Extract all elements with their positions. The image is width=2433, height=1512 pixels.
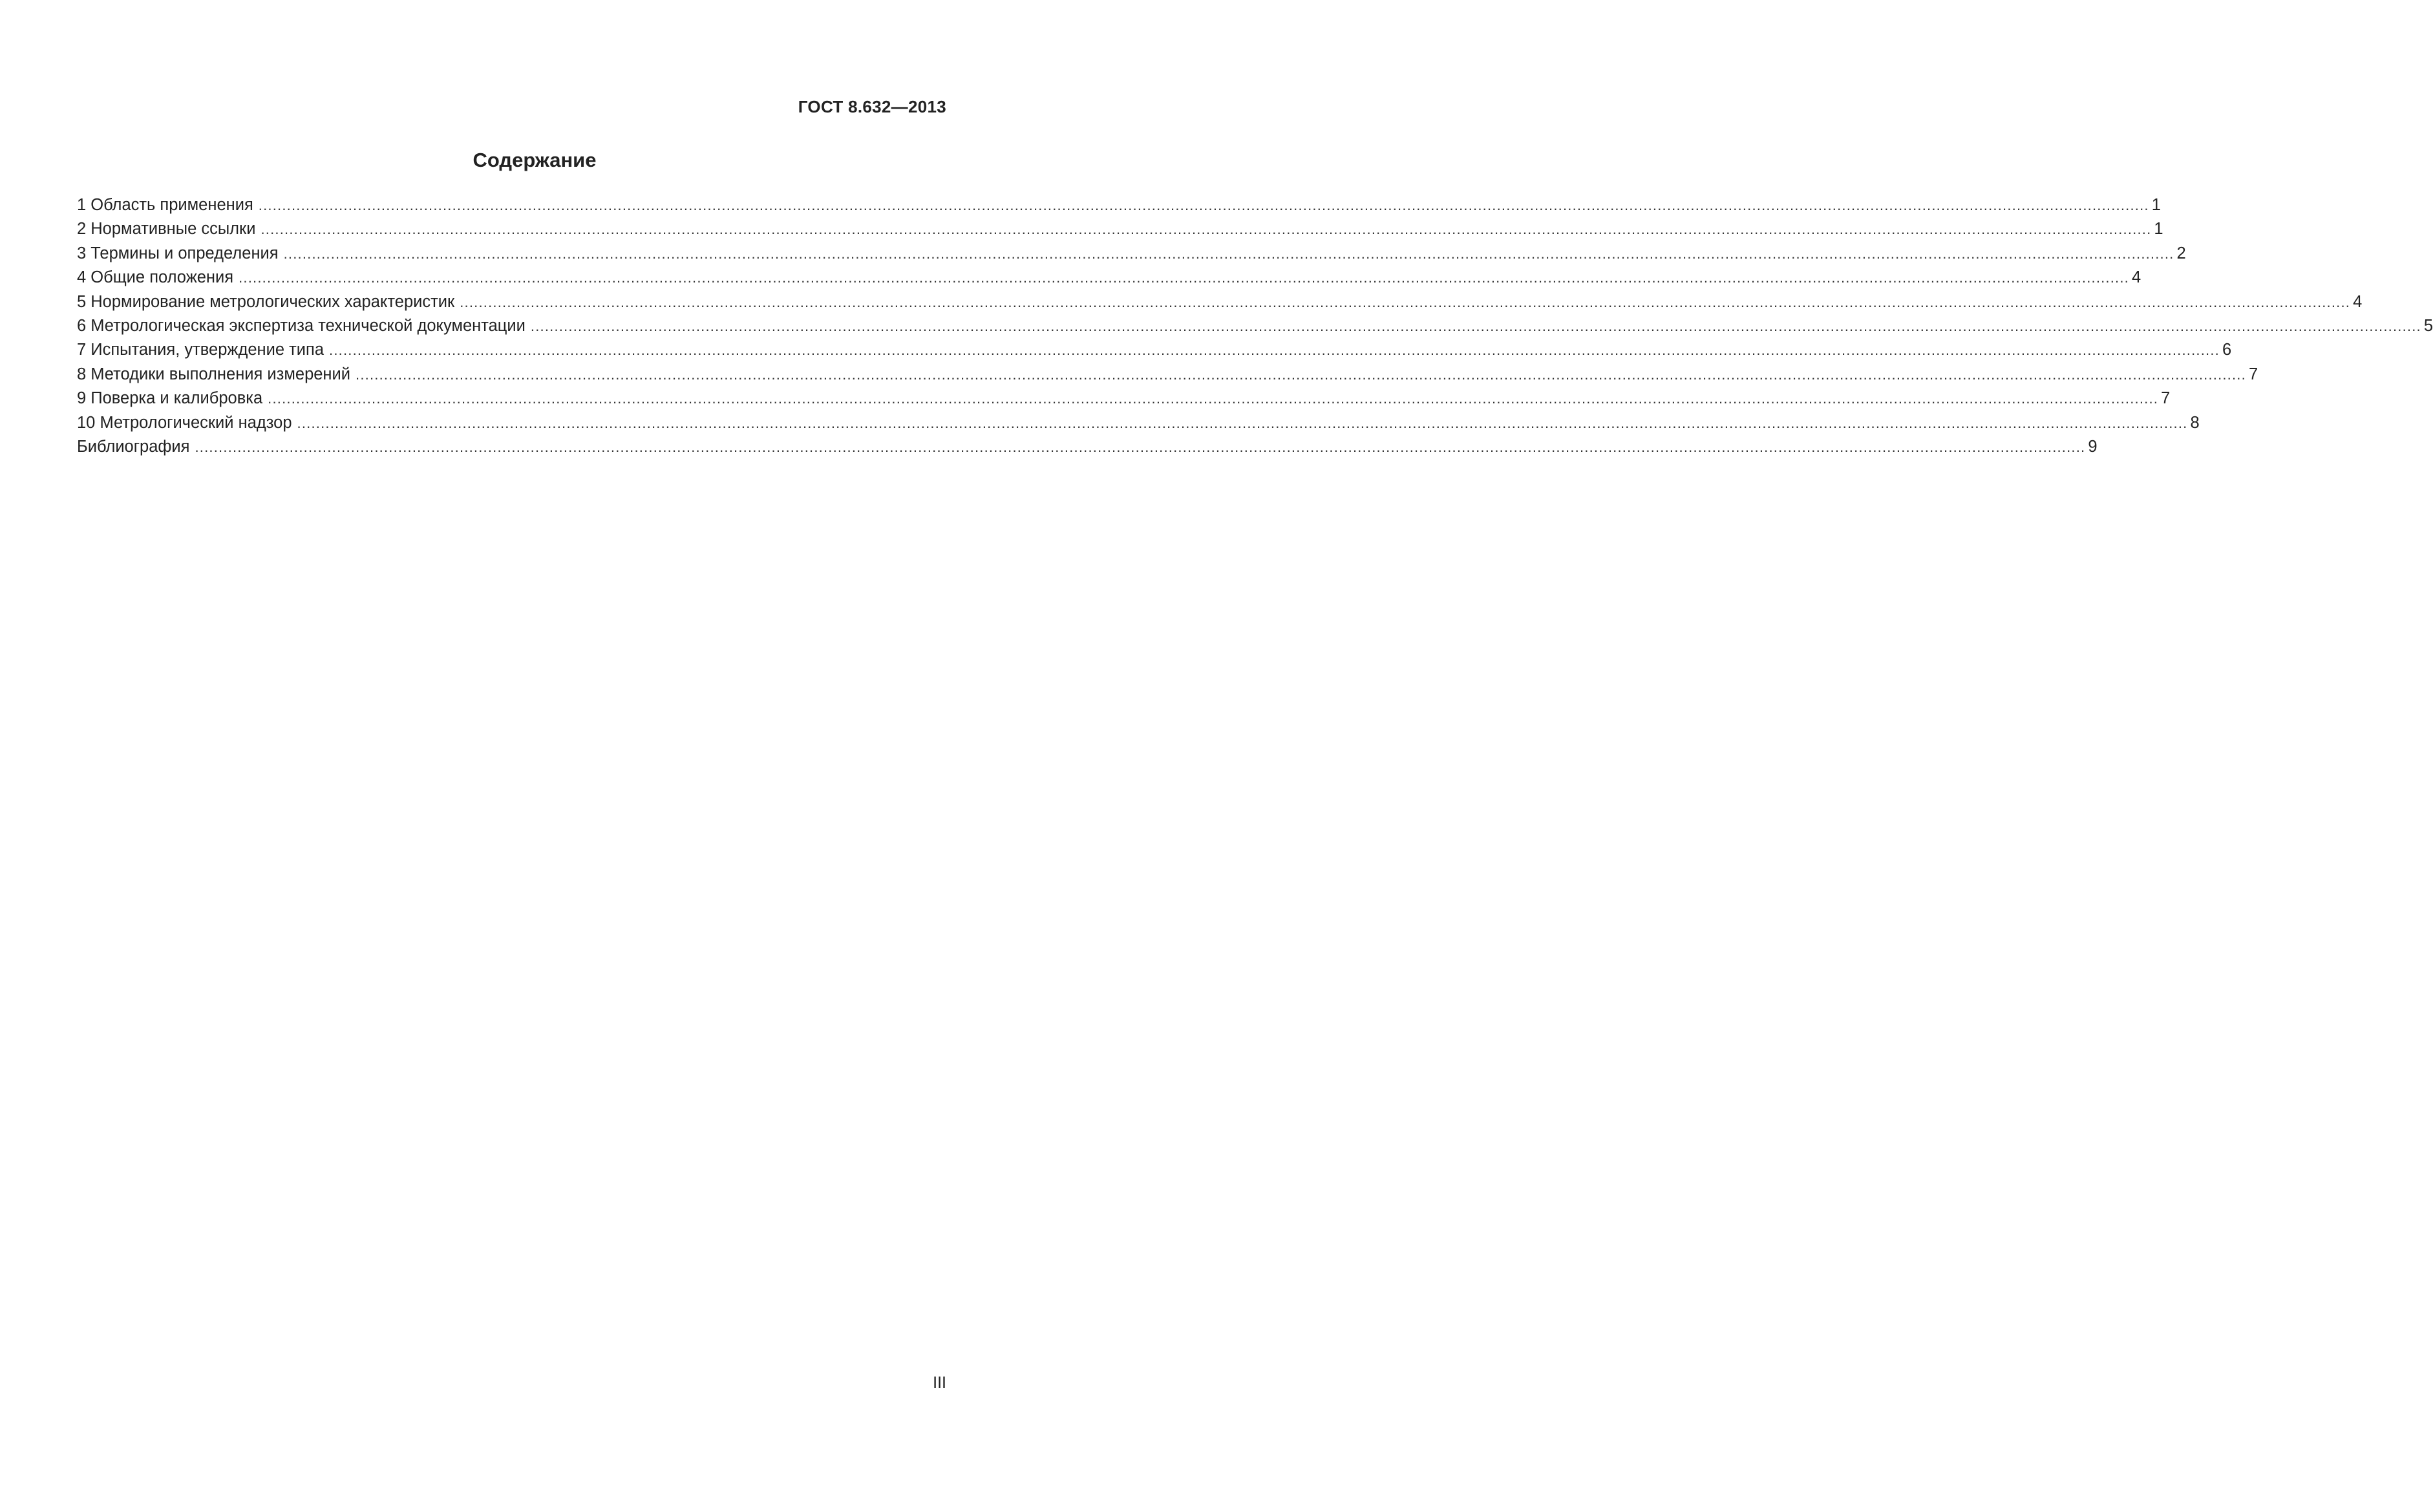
- toc-entry-label: Библиография: [77, 437, 190, 456]
- toc-dot-leader: ................................................................................................................................................................................................................................................................................................................................................................................................................: [283, 245, 2174, 262]
- toc-entry-page: 1: [2151, 196, 2161, 214]
- toc-title: Содержание: [473, 149, 597, 171]
- toc-entry: [77, 268, 2141, 292]
- toc-entry-page: 4: [2132, 268, 2141, 287]
- toc-entry-label: 5 Нормирование метрологических характеристик: [77, 292, 455, 311]
- toc-entry-page: 6: [2222, 341, 2232, 359]
- toc-entry-label: 6 Метрологическая экспертиза технической документации: [77, 316, 526, 335]
- toc-entry-label: 3 Термины и определения: [77, 244, 279, 262]
- toc-entry: [77, 389, 2171, 413]
- toc-entry-page: 4: [2353, 292, 2363, 311]
- toc-dot-leader: ................................................................................................................................................................................................................................................................................................................................................................................................................: [258, 197, 2149, 213]
- toc-entry: [77, 244, 2186, 268]
- document-code: ГОСТ 8.632—2013: [798, 97, 946, 116]
- toc-entry-label: 7 Испытания, утверждение типа: [77, 341, 324, 359]
- table-of-contents: [77, 196, 2433, 462]
- toc-entry-label: 4 Общие положения: [77, 268, 234, 287]
- toc-dot-leader: ................................................................................................................................................................................................................................................................................................................................................................................................................: [260, 221, 2152, 238]
- toc-dot-leader: ................................................................................................................................................................................................................................................................................................................................................................................................................: [356, 366, 2246, 383]
- toc-entry-label: 1 Область применения: [77, 196, 253, 214]
- toc-dot-leader: ................................................................................................................................................................................................................................................................................................................................................................................................................: [329, 342, 2220, 359]
- toc-entry-page: 9: [2088, 437, 2098, 456]
- toc-dot-leader: ................................................................................................................................................................................................................................................................................................................................................................................................................: [195, 438, 2086, 455]
- toc-entry: [77, 413, 2200, 438]
- toc-dot-leader: ................................................................................................................................................................................................................................................................................................................................................................................................................: [530, 317, 2421, 334]
- toc-dot-leader: ................................................................................................................................................................................................................................................................................................................................................................................................................: [297, 414, 2188, 431]
- page-number: III: [933, 1374, 946, 1392]
- toc-dot-leader: ................................................................................................................................................................................................................................................................................................................................................................................................................: [268, 390, 2159, 407]
- toc-entry-page: 7: [2248, 365, 2258, 383]
- toc-dot-leader: ................................................................................................................................................................................................................................................................................................................................................................................................................: [460, 293, 2351, 310]
- toc-entry-page: 2: [2176, 244, 2186, 262]
- toc-entry-label: 10 Метрологический надзор: [77, 413, 292, 432]
- toc-entry-label: 2 Нормативные ссылки: [77, 220, 256, 239]
- toc-entry-label: 8 Методики выполнения измерений: [77, 365, 351, 383]
- toc-dot-leader: ................................................................................................................................................................................................................................................................................................................................................................................................................: [239, 270, 2129, 286]
- toc-entry: [77, 341, 2232, 365]
- toc-entry-label: 9 Поверка и калибровка: [77, 389, 263, 408]
- toc-entry: [77, 365, 2258, 389]
- toc-entry: [77, 292, 2363, 317]
- toc-entry: [77, 316, 2433, 341]
- toc-entry-page: 8: [2190, 413, 2200, 432]
- toc-entry-page: 5: [2423, 316, 2433, 335]
- toc-entry: [77, 220, 2163, 244]
- toc-entry: [77, 196, 2161, 220]
- toc-entry-page: 1: [2154, 220, 2163, 239]
- toc-entry: [77, 437, 2098, 462]
- toc-entry-page: 7: [2161, 389, 2171, 408]
